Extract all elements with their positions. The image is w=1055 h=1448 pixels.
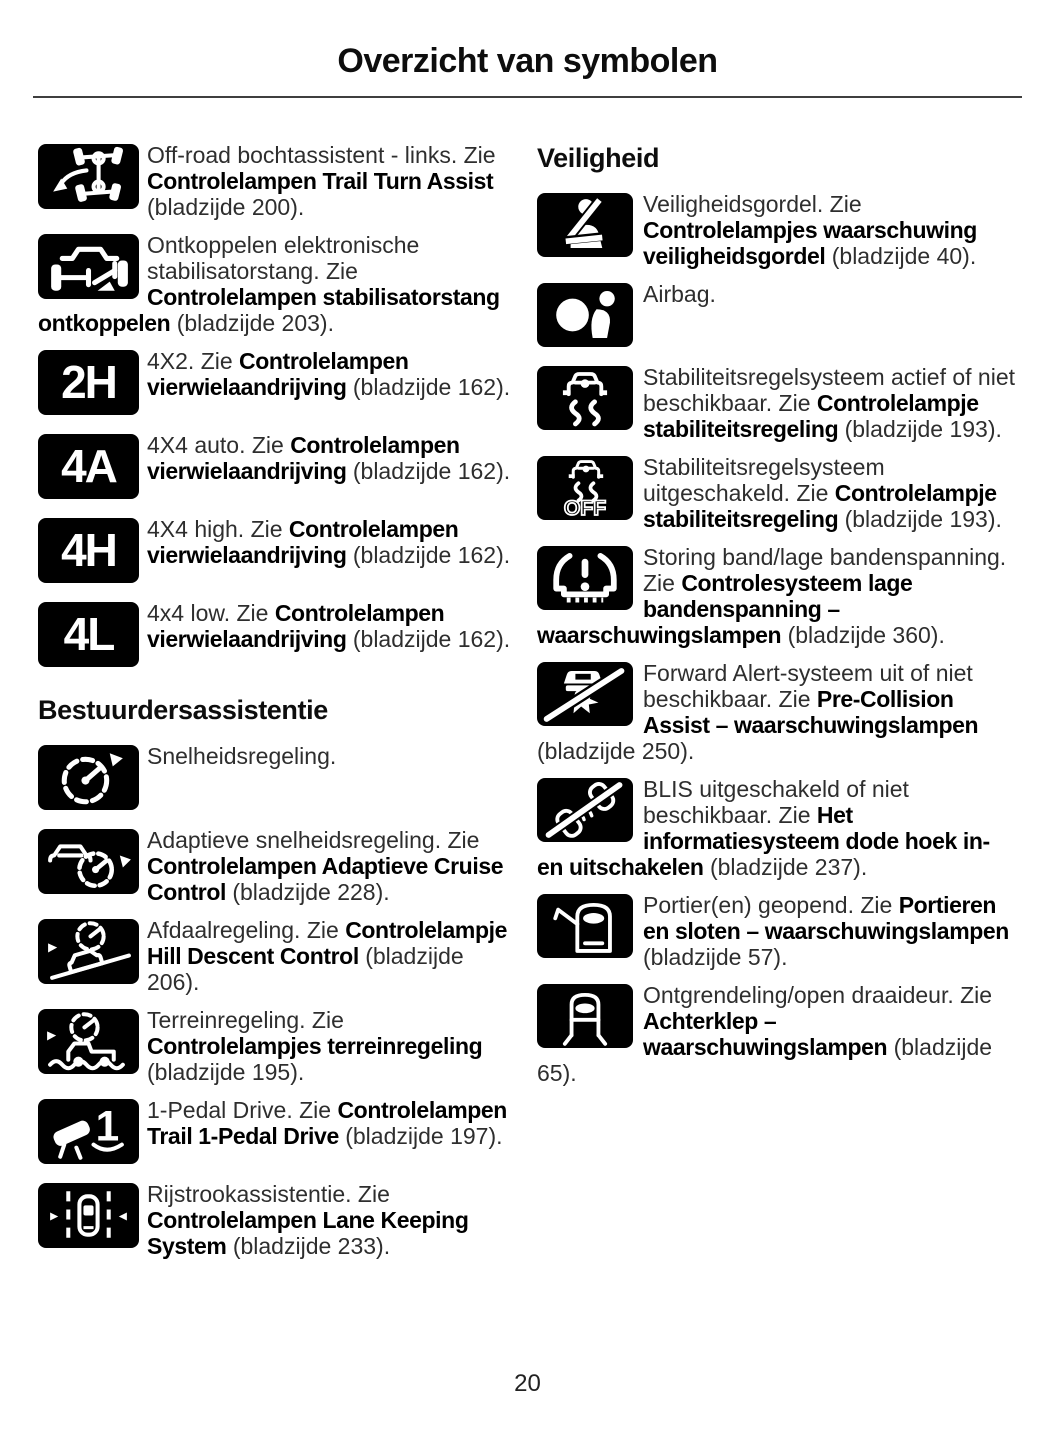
symbol-description: Veiligheidsgordel. Zie Controlelampjes waarschuwing veiligheidsgordel (bladzijde 40). [643,191,977,270]
symbol-description: Afdaalregeling. Zie Controlelampje Hill Descent Control (bladzijde 206). [147,917,508,996]
tpms-icon [537,546,633,610]
svg-text:1: 1 [95,1102,120,1150]
trail-turn-assist-icon [38,144,139,209]
symbol-entry-trail-turn-assist [38,142,511,220]
symbol-description: Stabiliteitsregelsysteem uitgeschakeld. Zie Controlelampje stabiliteitsregeling (bladzijde 193). [643,454,1002,533]
symbol-entry-hill-descent-control [38,917,511,995]
symbol-description: Adaptieve snelheidsregeling. Zie Controlelampen Adaptieve Cruise Control (bladzijde 228). [147,827,504,906]
terrain-control-icon [38,1009,139,1074]
symbol-entry-indicator-4h [38,516,511,588]
svg-text:OFF: OFF [563,497,607,521]
page-title: Overzicht van symbolen [337,42,718,80]
symbol-entry-stability-control [537,364,1015,442]
cruise-control-icon [38,745,139,810]
symbol-description: Airbag. [643,281,716,308]
indicator-4l-icon-glyph: 4L [63,608,114,661]
symbol-description: Portier(en) geopend. Zie Portieren en sloten – waarschuwingslampen (bladzijde 57). [643,892,1009,971]
lane-keeping-icon [38,1183,139,1248]
symbol-entry-blis-off [537,776,1015,880]
section-heading-bestuurdersassistentie: Bestuurdersassistentie [38,694,328,725]
column-right [537,142,1015,1272]
symbol-entry-indicator-4a [38,432,511,504]
door-open-icon [537,894,633,958]
content-columns [0,98,1055,1272]
symbol-entry-terrain-control [38,1007,511,1085]
symbol-description: 4X2. Zie Controlelampen vierwielaandrijving (bladzijde 162). [147,347,511,400]
indicator-4h-icon-glyph: 4H [61,524,116,577]
airbag-icon [537,283,633,347]
symbol-description: Terreinregeling. Zie Controlelampjes terreinregeling (bladzijde 195). [147,1007,483,1086]
symbol-entry-rear-door-open [537,982,1015,1086]
indicator-4a-icon [38,434,139,499]
stabilizer-bar-disconnect-icon [38,234,139,299]
stability-control-icon [537,366,633,430]
symbol-description: Forward Alert-systeem uit of niet beschikbaar. Zie Pre-Collision Assist – waarschuwingslampen (bladzijde 250). [537,660,979,765]
blis-off-icon [537,778,633,842]
one-pedal-drive-icon [38,1099,139,1164]
symbol-entry-lane-keeping [38,1181,511,1259]
rear-door-open-icon [537,984,633,1048]
symbol-entry-tpms [537,544,1015,648]
symbol-description: BLIS uitgeschakeld of niet beschikbaar. Zie Het informatiesysteem dode hoek in- en uitschakelen (bladzijde 237). [537,776,990,881]
symbol-description: 1-Pedal Drive. Zie Controlelampen Trail 1-Pedal Drive (bladzijde 197). [147,1097,507,1150]
symbol-description: Storing band/lage bandenspanning. Zie Controlesysteem lage bandenspanning – waarschuwingslampen (bladzijde 360). [537,544,1007,649]
symbol-entry-indicator-4l [38,600,511,672]
symbol-description: Ontkoppelen elektronische stabilisatorstang. Zie Controlelampen stabilisatorstang ontkoppelen (bladzijde 203). [38,231,500,336]
symbol-entry-door-open [537,892,1015,970]
indicator-4a-icon-glyph: 4A [61,440,116,493]
symbol-description: 4X4 auto. Zie Controlelampen vierwielaandrijving (bladzijde 162). [147,431,511,484]
indicator-4l-icon [38,602,139,667]
indicator-2h-icon-glyph: 2H [61,356,116,409]
indicator-4h-icon [38,518,139,583]
symbol-entry-adaptive-cruise-control [38,827,511,905]
symbol-entry-one-pedal-drive [38,1097,511,1169]
indicator-2h-icon [38,350,139,415]
section-heading-veiligheid: Veiligheid [537,142,660,173]
page-number: 20 [514,1370,541,1397]
symbol-description: Rijstrookassistentie. Zie Controlelampen Lane Keeping System (bladzijde 233). [147,1181,469,1260]
symbol-entry-stability-control-off [537,454,1015,532]
symbol-entry-indicator-2h [38,348,511,420]
symbol-entry-cruise-control [38,743,511,815]
symbol-entry-seatbelt [537,191,1015,269]
seatbelt-icon [537,193,633,257]
symbol-description: 4x4 low. Zie Controlelampen vierwielaandrijving (bladzijde 162). [147,599,511,652]
adaptive-cruise-control-icon [38,829,139,894]
stability-control-off-icon [537,456,633,520]
symbol-entry-stabilizer-bar-disconnect [38,232,511,336]
hill-descent-control-icon [38,919,139,984]
symbol-entry-forward-alert-off [537,660,1015,764]
symbol-description: Snelheidsregeling. [147,743,337,770]
symbol-description: 4X4 high. Zie Controlelampen vierwielaandrijving (bladzijde 162). [147,515,511,568]
column-left [38,142,511,1272]
symbol-description: Ontgrendeling/open draaideur. Zie Achterklep – waarschuwingslampen (bladzijde 65). [537,982,993,1087]
symbol-entry-airbag [537,281,1015,352]
symbol-description: Stabiliteitsregelsysteem actief of niet beschikbaar. Zie Controlelampje stabiliteitsregeling (bladzijde 193). [643,364,1016,443]
forward-alert-off-icon [537,662,633,726]
symbol-description: Off-road bochtassistent - links. Zie Controlelampen Trail Turn Assist (bladzijde 200). [147,141,496,220]
